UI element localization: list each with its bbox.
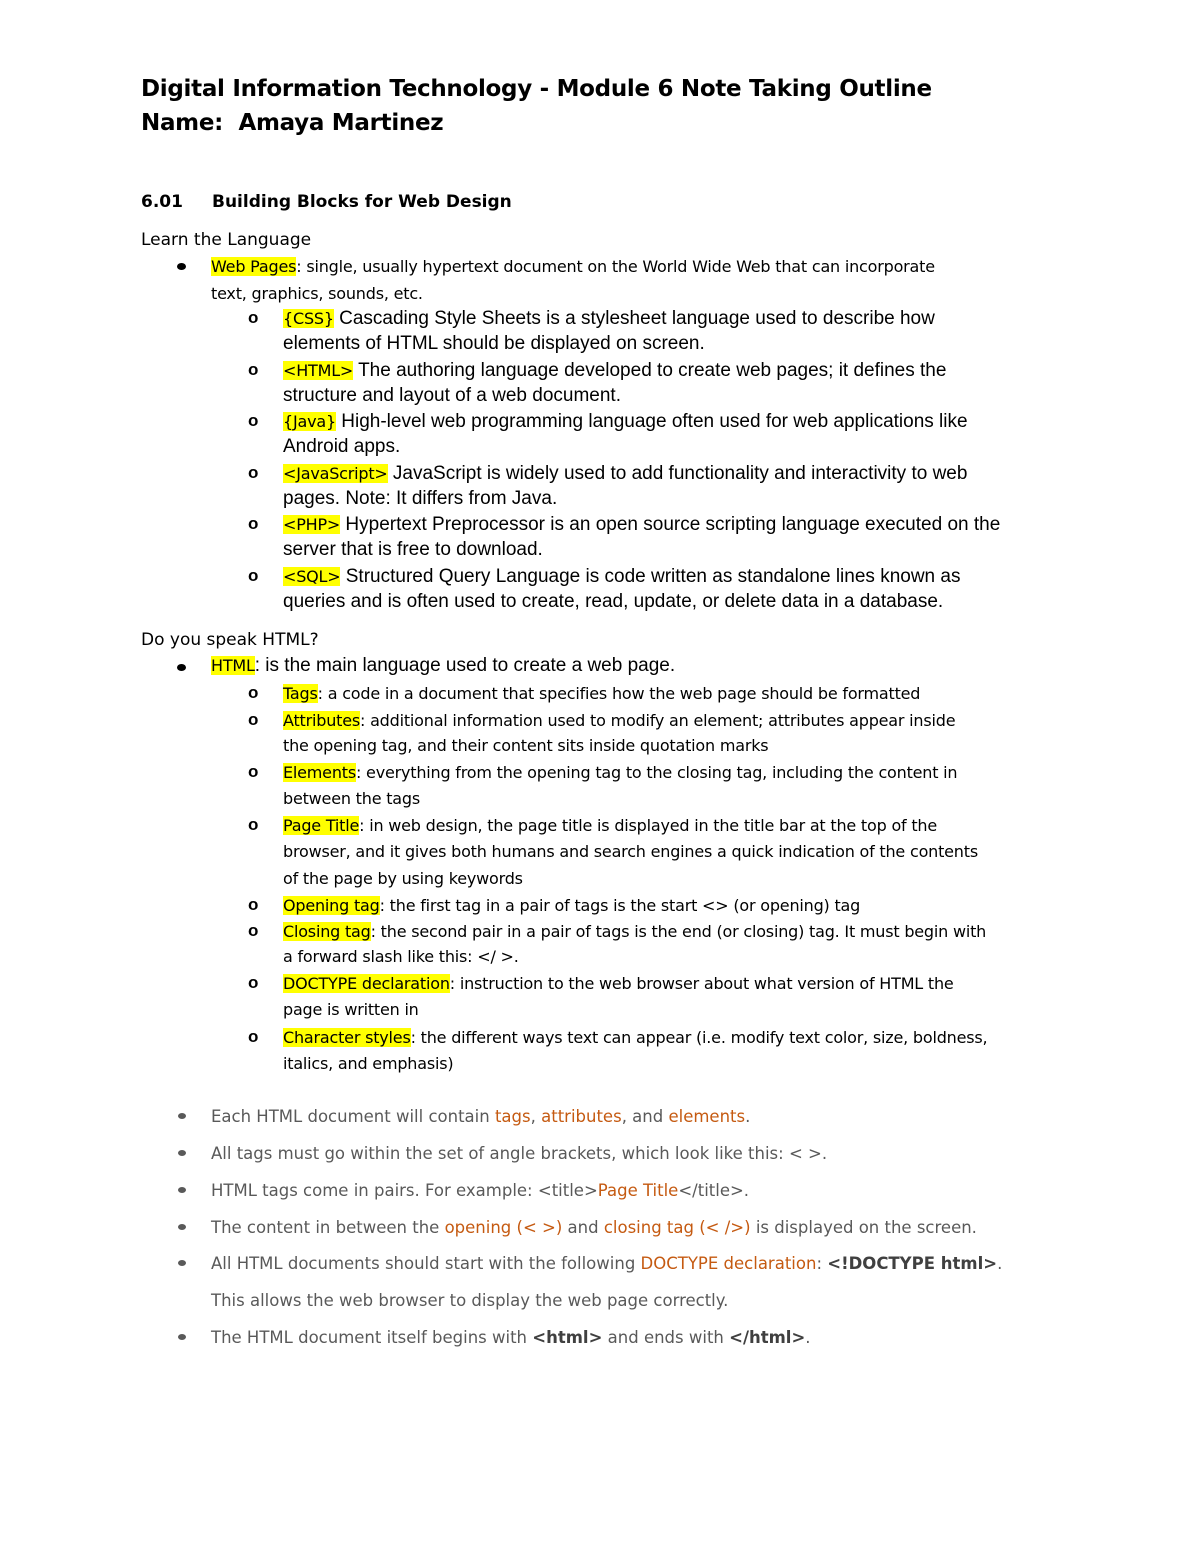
bullet-dot-icon: [178, 1224, 186, 1230]
list-item-cont: Android apps.: [283, 436, 401, 457]
term-sql: <SQL>: [283, 567, 341, 586]
sub-bullet-icon: o: [248, 514, 259, 533]
list-item: [283, 1027, 987, 1049]
note-code: <html>: [532, 1328, 603, 1347]
list-item: [283, 514, 1000, 536]
note-5: [211, 1253, 1002, 1275]
term-html-main: HTML: [211, 656, 255, 675]
note-text: The HTML document itself begins with: [211, 1328, 533, 1347]
note-code: </html>: [729, 1328, 806, 1347]
note-text: , and: [621, 1107, 669, 1126]
term-doctype: DOCTYPE declaration: [283, 974, 450, 993]
note-text: :: [816, 1254, 828, 1273]
note-3: [211, 1180, 749, 1202]
web-pages-definition-cont: text, graphics, sounds, etc.: [211, 284, 423, 303]
bullet-dot-icon: [178, 1150, 186, 1156]
item-text: : in web design, the page title is displayed in the title bar at the top of the: [359, 816, 938, 835]
term-character-styles: Character styles: [283, 1028, 411, 1047]
sub-bullet-icon: o: [248, 815, 259, 834]
note-text: The content in between the: [211, 1218, 445, 1237]
list-item: [283, 463, 967, 485]
list-item: [283, 360, 946, 382]
list-item-cont: of the page by using keywords: [283, 869, 523, 888]
section-heading: [141, 192, 512, 212]
bullet-dot-icon: [178, 1334, 186, 1340]
term-java: {Java}: [283, 412, 336, 431]
definition-text: : single, usually hypertext document on the World Wide Web that can incorporate: [296, 257, 935, 276]
list-item: [283, 815, 937, 837]
list-item: [283, 921, 986, 943]
list-item-cont: italics, and emphasis): [283, 1054, 454, 1073]
list-item-cont: a forward slash like this: </ >.: [283, 947, 519, 966]
sub-bullet-icon: o: [248, 1027, 259, 1046]
sub-bullet-icon: o: [248, 566, 259, 585]
term-elements: Elements: [283, 763, 356, 782]
note-highlight: tags: [494, 1107, 531, 1126]
note-text: and ends with: [602, 1328, 730, 1347]
list-item: [283, 762, 957, 784]
term-html: <HTML>: [283, 361, 354, 380]
note-text: ,: [530, 1107, 542, 1126]
section-number: 6.01: [141, 192, 183, 212]
name-value: Amaya Martinez: [238, 110, 444, 136]
item-text: : additional information used to modify an element; attributes appear inside: [360, 711, 956, 730]
term-web-pages: Web Pages: [211, 257, 297, 276]
note-text: is displayed on the screen.: [750, 1218, 977, 1237]
list-item-cont: browser, and it gives both humans and search engines a quick indication of the contents: [283, 842, 978, 861]
note-text: Each HTML document will contain: [211, 1107, 495, 1126]
list-item-cont: pages. Note: It differs from Java.: [283, 488, 558, 509]
item-text: : instruction to the web browser about what version of HTML the: [449, 974, 954, 993]
note-5-cont: This allows the web browser to display the web page correctly.: [211, 1291, 729, 1310]
bullet-dot-icon: [178, 1187, 186, 1193]
sub-bullet-icon: o: [248, 762, 259, 781]
sub-bullet-icon: o: [248, 411, 259, 430]
item-text: High-level web programming language often used for web applications like: [335, 411, 968, 432]
bullet-dot-icon: [178, 1260, 186, 1266]
list-item-cont: queries and is often used to create, read, update, or delete data in a database.: [283, 591, 944, 612]
definition-text: : is the main language used to create a web page.: [254, 655, 676, 676]
bullet-dot-icon: [177, 664, 186, 671]
list-item-cont: between the tags: [283, 789, 420, 808]
item-text: JavaScript is widely used to add functionality and interactivity to web: [387, 463, 968, 484]
bullet-dot-icon: [178, 1113, 186, 1119]
item-text: : a code in a document that specifies how the web page should be formatted: [317, 684, 921, 703]
student-name: [141, 110, 443, 136]
document-title: Digital Information Technology - Module 6 Note Taking Outline: [141, 76, 932, 102]
list-item-cont: page is written in: [283, 1000, 419, 1019]
sub-bullet-icon: o: [248, 973, 259, 992]
speak-heading: Do you speak HTML?: [141, 630, 319, 650]
term-opening-tag: Opening tag: [283, 896, 380, 915]
note-text: .: [745, 1107, 751, 1126]
note-code: <!DOCTYPE html>: [827, 1254, 998, 1273]
note-highlight: Page Title: [597, 1181, 679, 1200]
note-text: </title>.: [678, 1181, 750, 1200]
web-pages-definition: [211, 256, 935, 278]
list-item: [283, 895, 860, 917]
note-2: All tags must go within the set of angle brackets, which look like this: < >.: [211, 1144, 828, 1163]
note-4: [211, 1217, 977, 1239]
item-text: : the first tag in a pair of tags is the start <> (or opening) tag: [379, 896, 861, 915]
note-highlight: opening (< >): [444, 1218, 563, 1237]
note-text: .: [805, 1328, 811, 1347]
note-highlight: DOCTYPE declaration: [640, 1254, 817, 1273]
list-item: [283, 710, 955, 732]
list-item-cont: server that is free to download.: [283, 539, 543, 560]
term-page-title: Page Title: [283, 816, 360, 835]
sub-bullet-icon: o: [248, 710, 259, 729]
note-highlight: closing tag (< />): [603, 1218, 751, 1237]
note-text: .: [997, 1254, 1003, 1273]
sub-bullet-icon: o: [248, 895, 259, 914]
note-text: All HTML documents should start with the following: [211, 1254, 641, 1273]
list-item: [283, 973, 954, 995]
name-label: Name:: [141, 110, 224, 136]
item-text: Cascading Style Sheets is a stylesheet language used to describe how: [333, 308, 935, 329]
sub-bullet-icon: o: [248, 360, 259, 379]
html-definition: [211, 655, 675, 677]
item-text: : the second pair in a pair of tags is the end (or closing) tag. It must begin with: [370, 922, 987, 941]
term-tags: Tags: [283, 684, 318, 703]
sub-bullet-icon: o: [248, 308, 259, 327]
item-text: The authoring language developed to create web pages; it defines the: [353, 360, 947, 381]
term-javascript: <JavaScript>: [283, 464, 388, 483]
item-text: Hypertext Preprocessor is an open source scripting language executed on the: [340, 514, 1001, 535]
item-text: : the different ways text can appear (i.e. modify text color, size, boldness,: [410, 1028, 988, 1047]
note-highlight: attributes: [541, 1107, 622, 1126]
item-text: Structured Query Language is code written as standalone lines known as: [340, 566, 961, 587]
list-item: [283, 411, 968, 433]
list-item: [283, 566, 960, 588]
term-closing-tag: Closing tag: [283, 922, 371, 941]
note-1: [211, 1106, 750, 1128]
sub-bullet-icon: o: [248, 921, 259, 940]
list-item: [283, 308, 935, 330]
note-6: [211, 1327, 811, 1349]
term-attributes: Attributes: [283, 711, 360, 730]
list-item-cont: structure and layout of a web document.: [283, 385, 621, 406]
bullet-dot-icon: [177, 263, 186, 270]
item-text: : everything from the opening tag to the closing tag, including the content in: [355, 763, 958, 782]
list-item-cont: elements of HTML should be displayed on screen.: [283, 333, 705, 354]
note-highlight: elements: [668, 1107, 746, 1126]
note-text: and: [562, 1218, 604, 1237]
term-php: <PHP>: [283, 515, 341, 534]
list-item-cont: the opening tag, and their content sits inside quotation marks: [283, 736, 769, 755]
note-text: HTML tags come in pairs. For example: <title>: [211, 1181, 598, 1200]
sub-bullet-icon: o: [248, 683, 259, 702]
term-css: {CSS}: [283, 309, 334, 328]
learn-heading: Learn the Language: [141, 230, 312, 250]
list-item: [283, 683, 920, 705]
sub-bullet-icon: o: [248, 463, 259, 482]
section-title: Building Blocks for Web Design: [212, 192, 512, 212]
